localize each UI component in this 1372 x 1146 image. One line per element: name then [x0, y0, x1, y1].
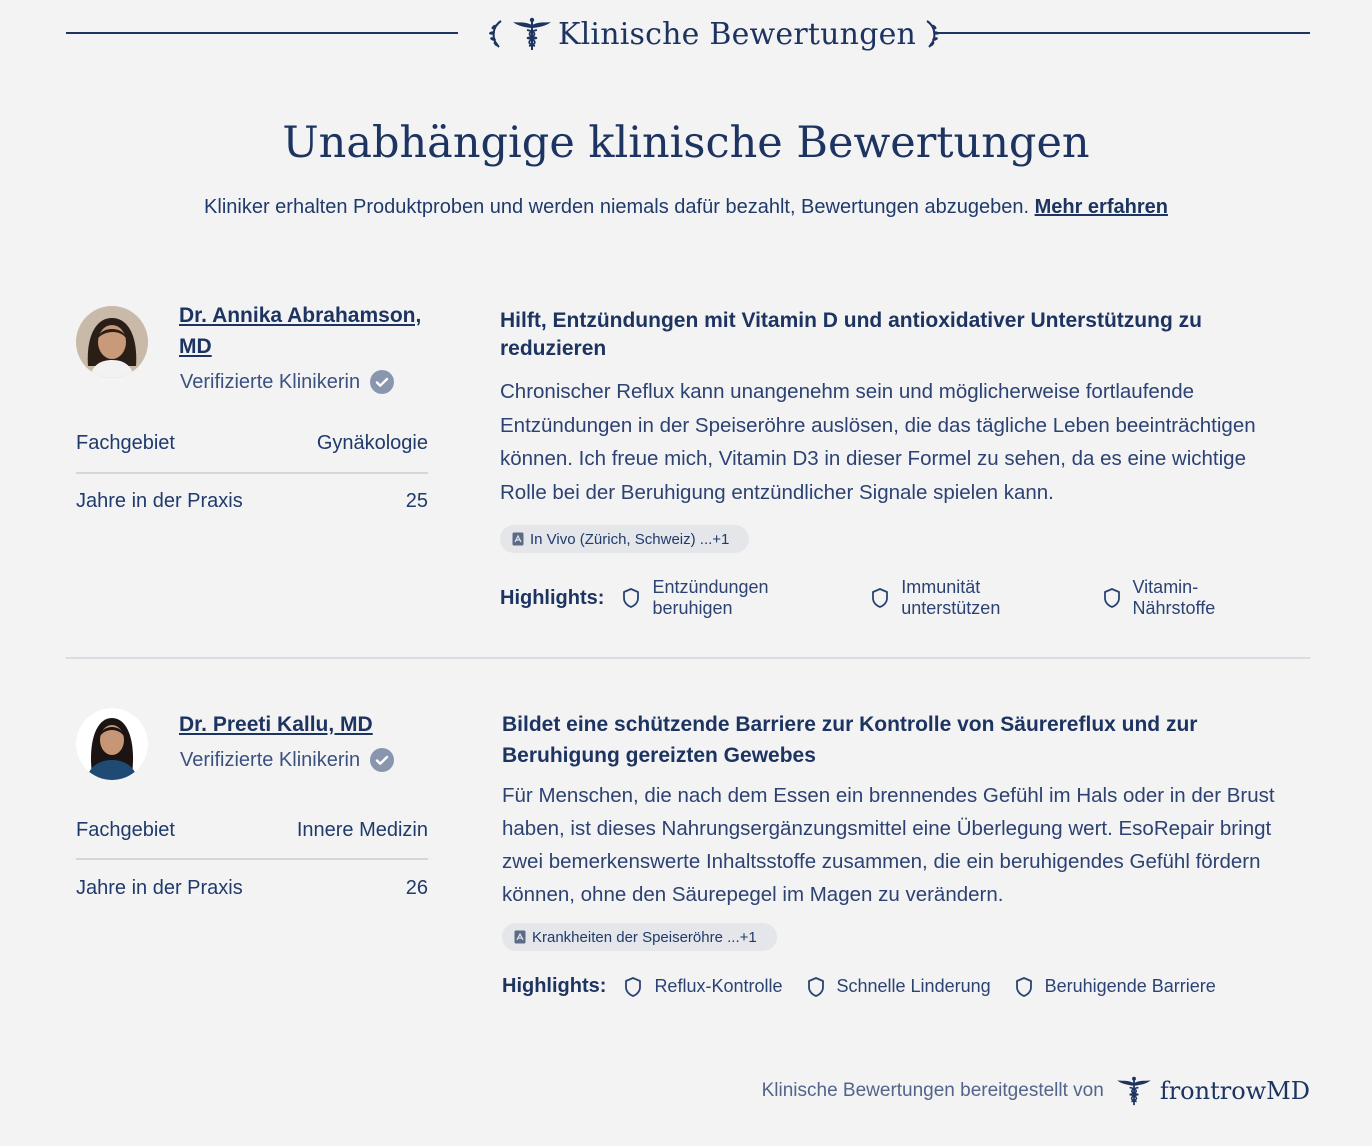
highlight-label: Reflux-Kontrolle [654, 976, 783, 996]
header-rule-right [934, 32, 1310, 34]
source-pill[interactable] [502, 923, 777, 951]
source-label: Krankheiten der Speiseröhre ...+1 [532, 928, 757, 946]
years-label: Jahre in der Praxis [76, 490, 243, 512]
specialty-row [76, 819, 428, 842]
highlight-item [1103, 577, 1277, 619]
highlights [502, 975, 1302, 998]
page-title: Unabhängige klinische Bewertungen [282, 118, 1090, 168]
intro-text [0, 196, 1372, 219]
caduceus-icon [512, 17, 552, 51]
specialty-row [76, 432, 428, 455]
clinician-name-link[interactable]: Dr. Preeti Kallu, MD [179, 713, 373, 736]
frontrowmd-logo[interactable]: frontrowMD [1159, 1077, 1310, 1105]
highlight-label: Vitamin-Nährstoffe [1132, 577, 1216, 618]
specialty-value: Gynäkologie [316, 432, 428, 454]
source-pill[interactable] [500, 525, 749, 553]
shield-icon [807, 976, 825, 998]
caduceus-icon [1116, 1076, 1152, 1106]
document-icon [512, 532, 524, 546]
verified-label: Verifizierte Klinikerin [180, 748, 361, 771]
highlight-item [622, 577, 847, 619]
verified-badge [180, 370, 394, 394]
verified-badge [180, 748, 394, 772]
clinician-name-link[interactable]: Dr. Annika Abrahamson, MD [179, 304, 422, 358]
learn-more-link[interactable]: Mehr erfahren [1034, 196, 1168, 218]
laurel-right-icon [922, 17, 942, 51]
highlight-label: Beruhigende Barriere [1044, 976, 1216, 996]
footer-provided-by: Klinische Bewertungen bereitgestellt von [761, 1080, 1104, 1101]
specialty-value: Innere Medizin [296, 819, 428, 841]
years-value: 26 [405, 877, 428, 899]
review-content [500, 307, 1300, 619]
years-label: Jahre in der Praxis [76, 877, 243, 899]
specialty-label: Fachgebiet [76, 432, 175, 454]
shield-icon [624, 976, 642, 998]
highlights [500, 577, 1300, 619]
document-icon [514, 930, 526, 944]
years-value: 25 [405, 490, 428, 512]
review-divider [66, 657, 1310, 659]
verified-check-icon [370, 370, 394, 394]
highlights-label: Highlights: [500, 586, 605, 609]
years-row [76, 877, 428, 900]
highlight-item [624, 976, 782, 998]
years-row [76, 490, 428, 513]
shield-icon [1103, 587, 1121, 609]
footer [762, 1076, 1310, 1106]
review-content [502, 709, 1302, 998]
stat-divider [76, 472, 428, 474]
laurel-left-icon [486, 17, 506, 51]
avatar [76, 708, 148, 780]
verified-label: Verifizierte Klinikerin [180, 370, 361, 393]
review-body: Für Menschen, die nach dem Essen ein brennendes Gefühl im Hals oder in der Brust haben, ist dieses Nahrungsergänzungsmittel eine Überlegung wert. EsoRepair bringt zwei bemerkenswerte Inhaltsstoffe zusammen, die ein beruhigendes Gefühl fördern können, ohne den Säurepegel im Magen zu verändern. [502, 784, 1275, 906]
shield-icon [871, 587, 889, 609]
review-title: Hilft, Entzündungen mit Vitamin D und antioxidativer Unterstützung zu reduzieren [500, 309, 1202, 360]
highlight-item [1015, 976, 1216, 998]
highlights-label: Highlights: [502, 975, 607, 997]
highlight-item [807, 976, 991, 998]
shield-icon [1015, 976, 1033, 998]
intro-description: Kliniker erhalten Produktproben und werden niemals dafür bezahlt, Bewertungen abzugeben. [204, 196, 1030, 218]
review-title: Bildet eine schützende Barriere zur Kontrolle von Säurereflux und zur Beruhigung gereizten Gewebes [502, 713, 1198, 767]
brand [486, 14, 942, 54]
specialty-label: Fachgebiet [76, 819, 175, 841]
highlight-label: Schnelle Linderung [836, 976, 991, 996]
brand-title: Klinische Bewertungen [558, 16, 917, 52]
highlight-item [871, 577, 1078, 619]
shield-icon [622, 587, 640, 609]
review-body: Chronischer Reflux kann unangenehm sein und möglicherweise fortlaufende Entzündungen in der Speiseröhre auslösen, die das tägliche Leben beeinträchtigen können. Ich freue mich, Vitamin D3 in dieser Formel zu sehen, da es eine wichtige Rolle bei der Beruhigung entzündlicher Signale spielen kann. [500, 380, 1256, 504]
highlight-label: Immunität unterstützen [901, 577, 1001, 618]
highlight-label: Entzündungen beruhigen [652, 577, 769, 618]
verified-check-icon [370, 748, 394, 772]
avatar [76, 306, 148, 378]
header-bar [66, 14, 1310, 54]
stat-divider [76, 858, 428, 860]
source-label: In Vivo (Zürich, Schweiz) ...+1 [530, 530, 730, 548]
header-rule-left [66, 32, 458, 34]
